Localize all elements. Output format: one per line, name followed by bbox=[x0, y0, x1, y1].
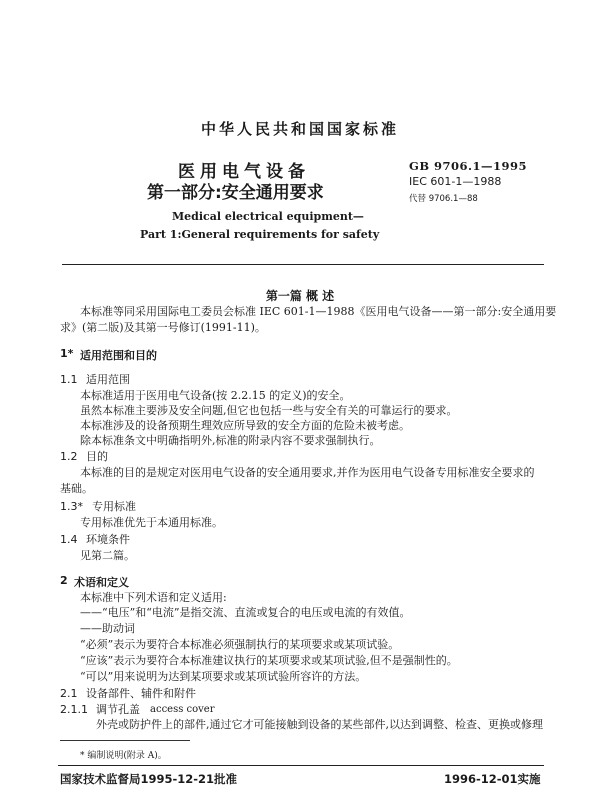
section-2-1-1-title: 调节孔盖 bbox=[96, 703, 140, 716]
effective-date: 1996-12-01实施 bbox=[444, 772, 541, 786]
section-1-4-title: 环境条件 bbox=[86, 533, 130, 546]
footnote-divider bbox=[60, 740, 190, 741]
section-1-1-line: 除本标准条文中明确指明外,标准的附录内容不要求强制执行。 bbox=[80, 434, 381, 447]
title-en-line1: Medical electrical equipment— bbox=[172, 210, 364, 223]
section-1-4-number: 1.4 bbox=[60, 533, 78, 546]
replaces-code: 代替 9706.1—88 bbox=[409, 194, 478, 204]
section-2-line: 本标准中下列术语和定义适用: bbox=[80, 591, 227, 604]
section-1-2-number: 1.2 bbox=[60, 450, 78, 463]
section-1-2-line2: 基础。 bbox=[60, 482, 93, 495]
section-1-3-number: 1.3* bbox=[60, 500, 83, 513]
section-1-title: 适用范围和目的 bbox=[80, 349, 157, 362]
section-2-1-number: 2.1 bbox=[60, 687, 78, 700]
section-1-1-title: 适用范围 bbox=[86, 373, 130, 386]
section-1-1-line: 虽然本标准主要涉及安全问题,但它也包括一些与安全有关的可靠运行的要求。 bbox=[80, 404, 458, 417]
title-zh-line2: 第一部分:安全通用要求 bbox=[147, 183, 324, 203]
intro-line2: 求》(第二版)及其第一号修订(1991-11)。 bbox=[60, 321, 266, 334]
section-2-line: “可以”用来说明为达到某项要求或某项试验所容许的方法。 bbox=[80, 670, 367, 683]
section-1-1-line: 本标准涉及的设备预期生理效应所导致的安全方面的危险未被考虑。 bbox=[80, 419, 410, 432]
intro-line1: 本标准等同采用国际电工委员会标准 IEC 601-1—1988《医用电气设备——第一部分:安全通用要 bbox=[80, 305, 557, 318]
section-2-1-1-number: 2.1.1 bbox=[60, 703, 88, 716]
section-1-1-line: 本标准适用于医用电气设备(按 2.2.15 的定义)的安全。 bbox=[80, 389, 351, 402]
title-en-line2: Part 1:General requirements for safety bbox=[140, 228, 380, 241]
iec-code: IEC 601-1—1988 bbox=[409, 175, 502, 188]
section-2-1-1-line: 外壳或防护件上的部件,通过它才可能接触到设备的某些部件,以达到调整、检查、更换或修理 bbox=[96, 718, 543, 731]
part-title: 第一篇 概 述 bbox=[265, 289, 335, 303]
section-1-3-line: 专用标准优先于本通用标准。 bbox=[80, 516, 223, 529]
title-zh-line1: 医用电气设备 bbox=[178, 162, 310, 182]
section-2-1-title: 设备部件、辅件和附件 bbox=[86, 687, 196, 700]
footer-divider bbox=[58, 765, 544, 766]
section-1-2-line1: 本标准的目的是规定对医用电气设备的安全通用要求,并作为医用电气设备专用标准安全要求的 bbox=[80, 466, 535, 479]
section-2-line: “应该”表示为要符合本标准建议执行的某项要求或某项试验,但不是强制性的。 bbox=[80, 654, 458, 667]
section-2-title: 术语和定义 bbox=[74, 576, 129, 589]
section-2-line: ——助动词 bbox=[80, 622, 135, 635]
header-divider bbox=[62, 264, 544, 265]
section-1-3-title: 专用标准 bbox=[92, 500, 136, 513]
approval-date: 国家技术监督局1995-12-21批准 bbox=[60, 772, 238, 786]
section-1-2-title: 目的 bbox=[86, 450, 108, 463]
section-2-line: ——“电压”和“电流”是指交流、直流或复合的电压或电流的有效值。 bbox=[80, 606, 411, 619]
gb-code: GB 9706.1—1995 bbox=[409, 159, 528, 173]
footnote: * 编制说明(附录 A)。 bbox=[80, 751, 167, 761]
section-2-number: 2 bbox=[60, 574, 68, 587]
standard-category-title: 中华人民共和国国家标准 bbox=[200, 120, 399, 138]
section-1-4-line: 见第二篇。 bbox=[80, 549, 135, 562]
section-1-1-number: 1.1 bbox=[60, 373, 78, 386]
section-1-number: 1* bbox=[60, 347, 74, 360]
section-2-1-1-en: access cover bbox=[150, 704, 215, 715]
section-2-line: “必须”表示为要符合本标准必须强制执行的某项要求或某项试验。 bbox=[80, 638, 400, 651]
